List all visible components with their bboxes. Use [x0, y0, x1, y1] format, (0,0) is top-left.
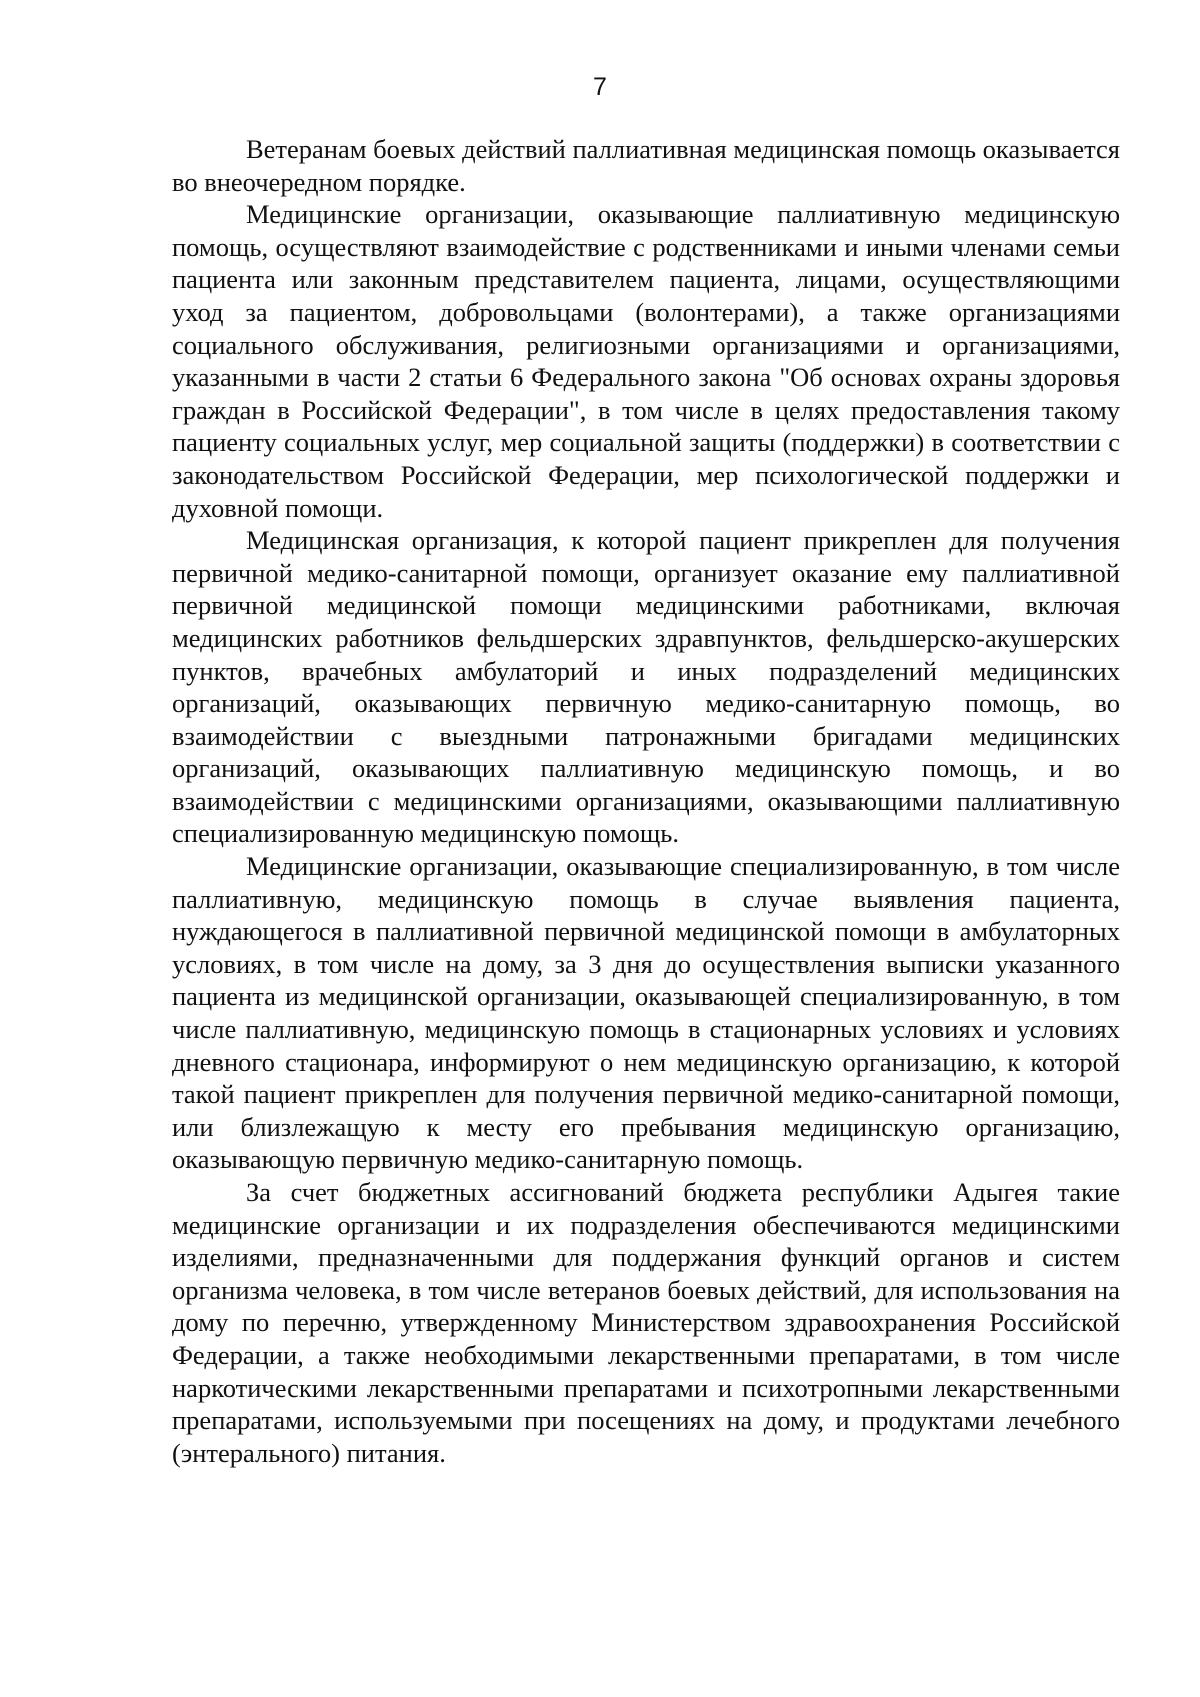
paragraph-budget-supply: За счет бюджетных ассигнований бюджета республики Адыгея такие медицинские организации и их подразделения обеспечиваются медицинскими изделиями, предназначенными для поддержания функций органов и систем организма человека, в том числе ветеранов боевых действий, для использования на дому по перечню, утвержденному Министерством здравоохранения Российской Федерации, а также необходимыми лекарственными препаратами, в том числе наркотическими лекарственными препаратами и психотропными лекарственными препаратами, используемыми при посещениях на дому, и продуктами лечебного (энтерального) питания. — [172, 1177, 1120, 1468]
paragraph-discharge-notification: Медицинские организации, оказывающие специализированную, в том числе паллиативную, медицинскую помощь в случае выявления пациента, нуждающегося в паллиативной первичной медицинской помощи в амбулаторных условиях, в том числе на дому, за 3 дня до осуществления выписки указанного пациента из медицинской организации, оказывающей специализированную, в том числе паллиативную, медицинскую помощь в стационарных условиях и условиях дневного стационара, информируют о нем медицинскую организацию, к которой такой пациент прикреплен для получения первичной медико-санитарной помощи, или близлежащую к месту его пребывания медицинскую организацию, оказывающую первичную медико-санитарную помощь. — [172, 851, 1120, 1175]
paragraph-interaction-with-relatives: Медицинские организации, оказывающие паллиативную медицинскую помощь, осуществляют взаимодействие с родственниками и иными членами семьи пациента или законным представителем пациента, лицами, осуществляющими уход за пациентом, добровольцами (волонтерами), а также организациями социального обслуживания, религиозными организациями и организациями, указанными в части 2 статьи 6 Федерального закона "Об основах охраны здоровья граждан в Российской Федерации", в том числе в целях предоставления такому пациенту социальных услуг, мер социальной защиты (поддержки) в соответствии с законодательством Российской Федерации, мер психологической поддержки и духовной помощи. — [172, 199, 1120, 523]
paragraph-primary-palliative-care: Медицинская организация, к которой пациент прикреплен для получения первичной медико-санитарной помощи, организует оказание ему паллиативной первичной медицинской помощи медицинскими работниками, включая медицинских работников фельдшерских здравпунктов, фельдшерско-акушерских пунктов, врачебных амбулаторий и иных подразделений медицинских организаций, оказывающих первичную медико-санитарную помощь, во взаимодействии с выездными патронажными бригадами медицинских организаций, оказывающих паллиативную медицинскую помощь, и во взаимодействии с медицинскими организациями, оказывающими паллиативную специализированную медицинскую помощь. — [172, 525, 1120, 849]
document-body — [172, 133, 1120, 1469]
paragraph-veterans-priority: Ветеранам боевых действий паллиативная медицинская помощь оказывается во внеочередном порядке. — [172, 134, 1120, 197]
page-number: 7 — [593, 73, 607, 101]
